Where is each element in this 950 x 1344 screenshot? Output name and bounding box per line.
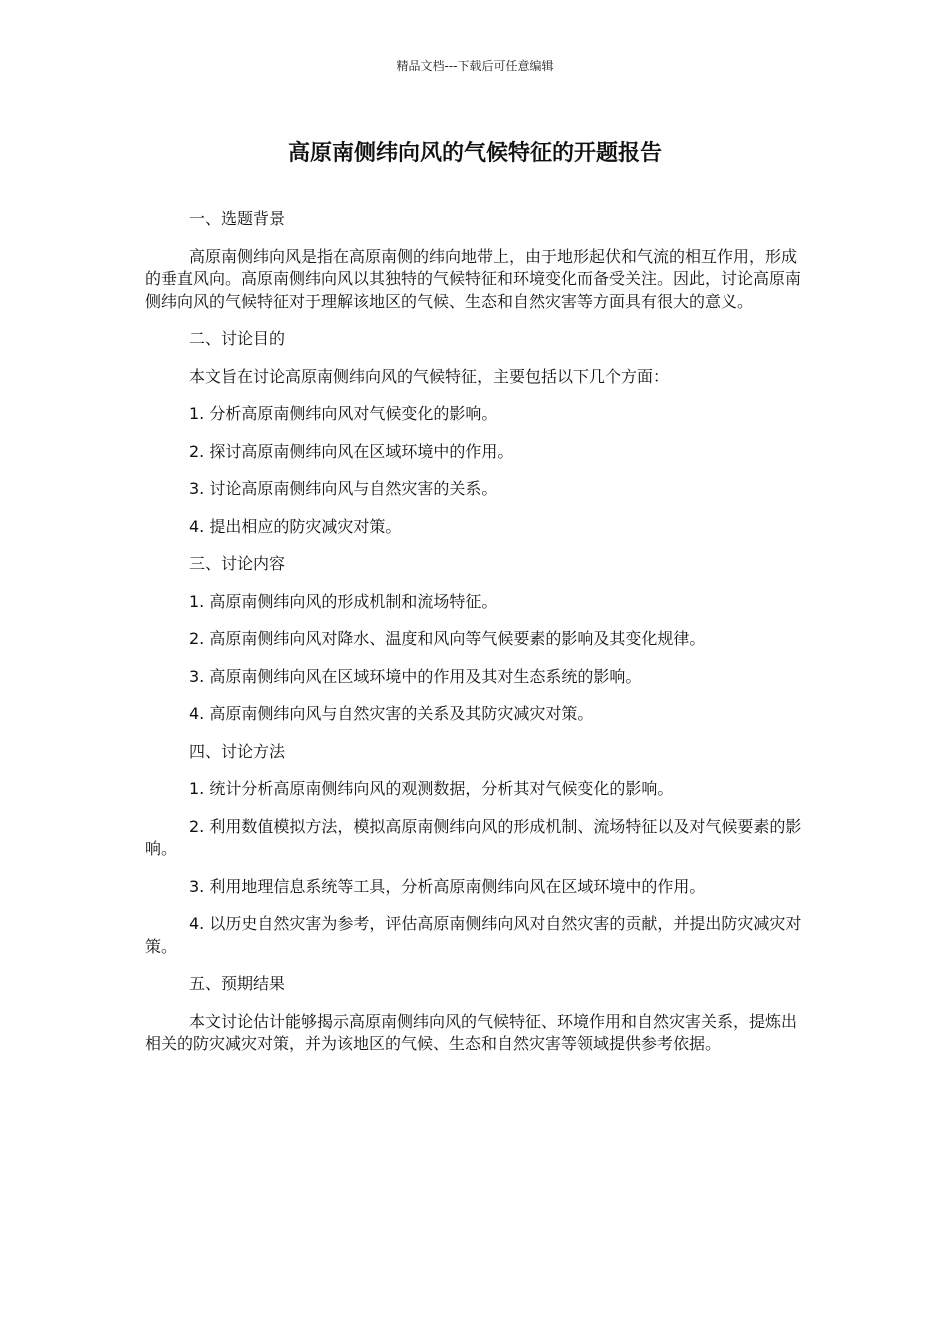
list-item: 3. 讨论高原南侧纬向风与自然灾害的关系。 xyxy=(189,479,498,498)
list-item: 3. 高原南侧纬向风在区域环境中的作用及其对生态系统的影响。 xyxy=(189,666,642,686)
section-heading-expected-results: 五、预期结果 xyxy=(189,974,286,993)
list-item: 4. 以历史自然灾害为参考，评估高原南侧纬向风对自然灾害的贡献，并提出防灾减灾对策。 xyxy=(145,914,802,956)
list-item: 2. 高原南侧纬向风对降水、温度和风向等气候要素的影响及其变化规律。 xyxy=(189,629,706,648)
page-header: 精品文档---下载后可任意编辑 xyxy=(396,59,554,73)
list-item: 1. 统计分析高原南侧纬向风的观测数据，分析其对气候变化的影响。 xyxy=(189,779,674,798)
paragraph-expected-results: 本文讨论估计能够揭示高原南侧纬向风的气候特征、环境作用和自然灾害关系，提炼出相关的防灾减灾对策，并为该地区的气候、生态和自然灾害等领域提供参考依据。 xyxy=(145,1011,798,1053)
paragraph-purpose-intro: 本文旨在讨论高原南侧纬向风的气候特征，主要包括以下几个方面： xyxy=(189,366,670,386)
list-item: 4. 高原南侧纬向风与自然灾害的关系及其防灾减灾对策。 xyxy=(189,704,594,723)
list-item: 3. 利用地理信息系统等工具，分析高原南侧纬向风在区域环境中的作用。 xyxy=(189,876,706,896)
list-item: 1. 分析高原南侧纬向风对气候变化的影响。 xyxy=(189,404,498,423)
section-heading-background: 一、选题背景 xyxy=(189,209,286,228)
paragraph-background: 高原南侧纬向风是指在高原南侧的纬向地带上，由于地形起伏和气流的相互作用，形成的垂直风向。高原南侧纬向风以其独特的气候特征和环境变化而备受关注。因此，讨论高原南侧纬向风的气候特征对于理解该地区的气候、生态和自然灾害等方面具有很大的意义。 xyxy=(145,246,802,311)
section-heading-purpose: 二、讨论目的 xyxy=(189,329,286,348)
list-item: 2. 探讨高原南侧纬向风在区域环境中的作用。 xyxy=(189,441,514,461)
document-title: 高原南侧纬向风的气候特征的开题报告 xyxy=(287,141,662,166)
list-item: 2. 利用数值模拟方法，模拟高原南侧纬向风的形成机制、流场特征以及对气候要素的影响。 xyxy=(145,816,802,858)
list-item: 4. 提出相应的防灾减灾对策。 xyxy=(189,516,402,536)
section-heading-methods: 四、讨论方法 xyxy=(189,741,286,761)
list-item: 1. 高原南侧纬向风的形成机制和流场特征。 xyxy=(189,591,498,611)
document-body xyxy=(145,208,809,1071)
section-heading-content: 三、讨论内容 xyxy=(189,554,286,573)
